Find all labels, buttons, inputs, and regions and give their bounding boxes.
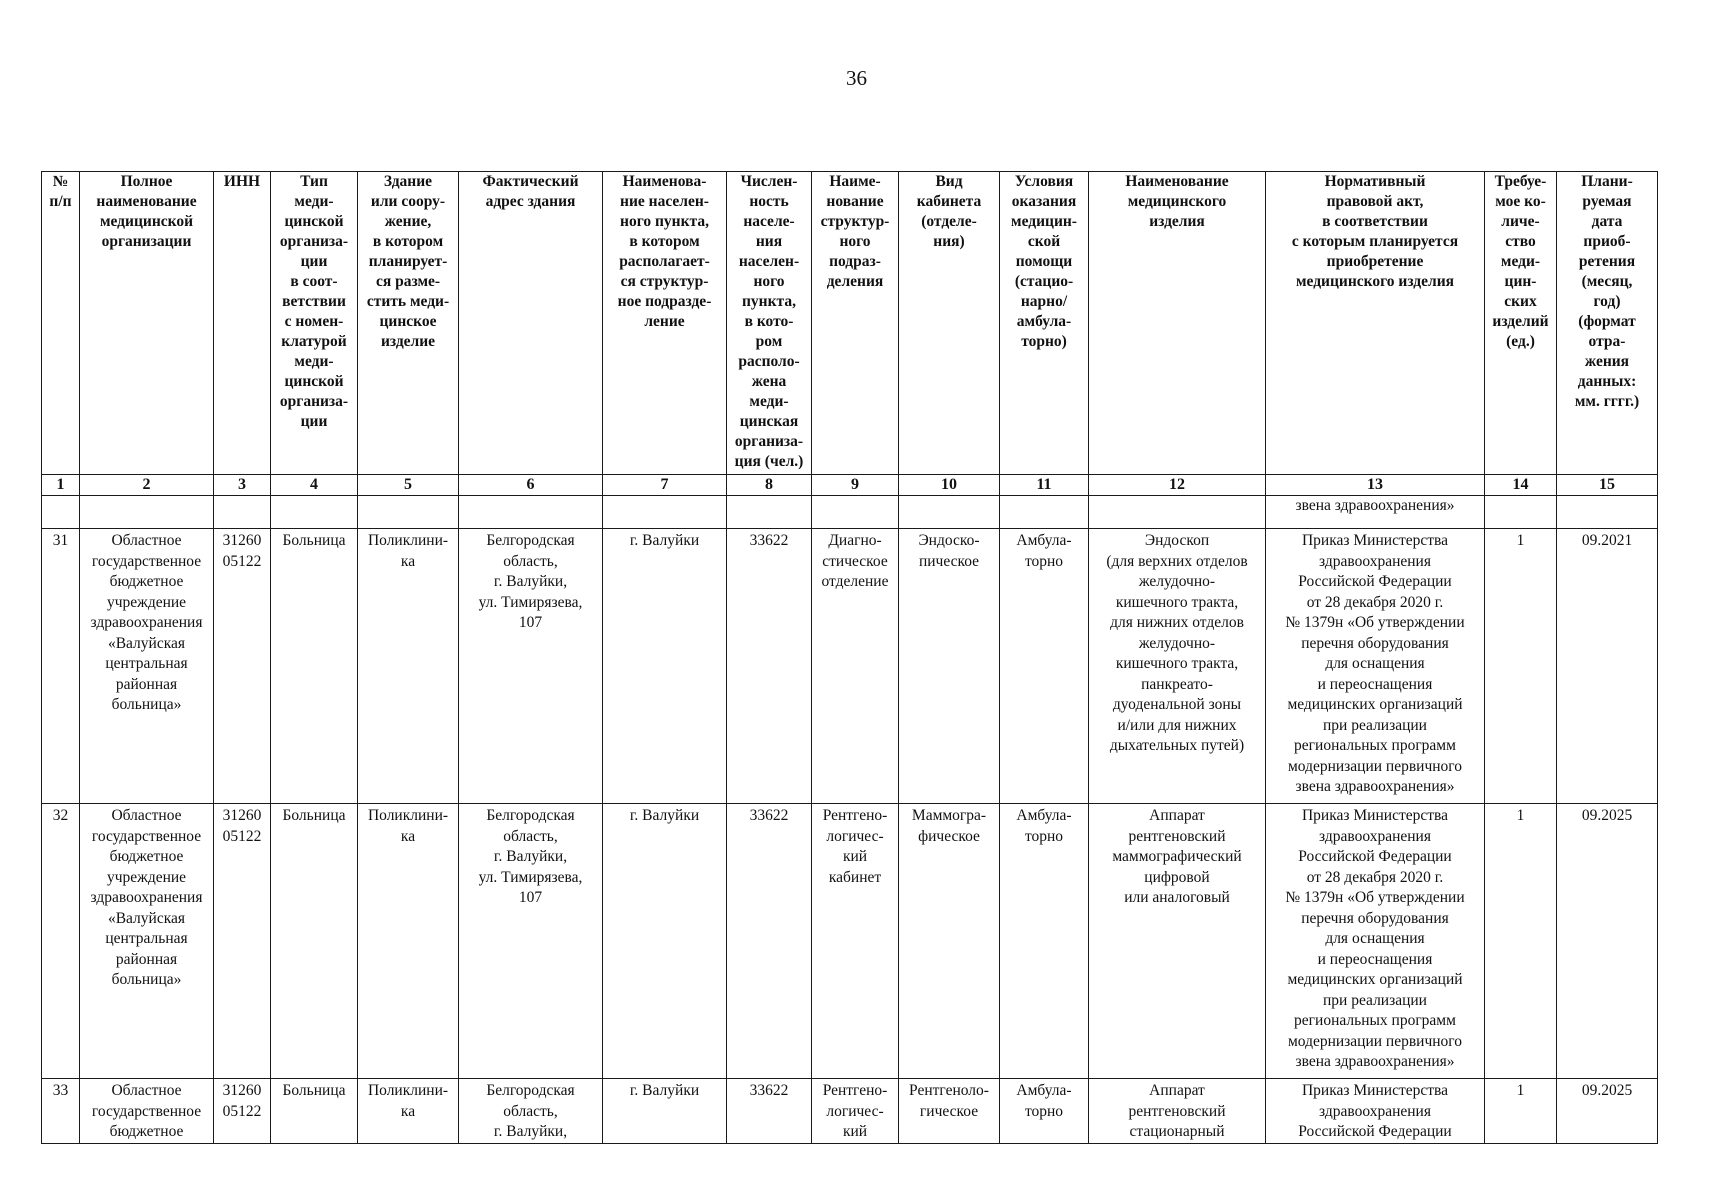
header-cell: ИНН <box>214 172 271 475</box>
quantity: 1 <box>1485 804 1557 1079</box>
medical-device: Эндоскоп (для верхних отделов желудочно- кишечного тракта, для нижних отделов желудочно- кишечного тракта, панкреато- дуоденальной зоны и/или для нижних дыхательных путей) <box>1089 529 1266 804</box>
planned-date: 09.2021 <box>1557 529 1658 804</box>
table-cell <box>899 496 1000 529</box>
org-name: Областное государственное бюджетное учреждение здравоохранения «Валуйская центральная районная больница» <box>80 804 214 1079</box>
legal-act: Приказ Министерства здравоохранения Российской Федерации от 28 декабря 2020 г. № 1379н «Об утверждении перечня оборудования для оснащения и переоснащения медицинских организаций при реализации региональных программ модернизации первичного звена здравоохранения» <box>1266 529 1485 804</box>
table-cell <box>1557 496 1658 529</box>
address: Белгородская область, г. Валуйки, ул. Тимирязева, 107 <box>459 529 603 804</box>
column-number: 11 <box>1000 475 1089 496</box>
header-cell: № п/п <box>42 172 80 475</box>
inn: 31260 05122 <box>214 529 271 804</box>
table-cell <box>271 496 358 529</box>
cabinet-type: Маммогра- фическое <box>899 804 1000 1079</box>
structural-unit: Рентгено- логичес- кий кабинет <box>812 804 899 1079</box>
cabinet-type: Эндоско- пическое <box>899 529 1000 804</box>
table-cell <box>459 496 603 529</box>
structural-unit: Диагно- стическое отделение <box>812 529 899 804</box>
header-cell: Плани- руемая дата приоб- ретения (месяц, год) (формат отра- жения данных: мм. гггг.) <box>1557 172 1658 475</box>
row-number: 32 <box>42 804 80 1079</box>
care-conditions: Амбула- торно <box>1000 804 1089 1079</box>
org-name: Областное государственное бюджетное <box>80 1079 214 1144</box>
column-number: 12 <box>1089 475 1266 496</box>
header-cell: Тип меди- цинской организа- ции в соот- ветствии с номен- клатурой меди- цинской организа- ции <box>271 172 358 475</box>
table-row <box>42 529 1658 804</box>
column-number: 7 <box>603 475 727 496</box>
column-number: 1 <box>42 475 80 496</box>
column-number: 6 <box>459 475 603 496</box>
continuation-row <box>42 496 1658 529</box>
quantity: 1 <box>1485 1079 1557 1144</box>
column-number: 2 <box>80 475 214 496</box>
table-cell <box>727 496 812 529</box>
planned-date: 09.2025 <box>1557 804 1658 1079</box>
quantity: 1 <box>1485 529 1557 804</box>
legal-act: Приказ Министерства здравоохранения Российской Федерации от 28 декабря 2020 г. № 1379н «Об утверждении перечня оборудования для оснащения и переоснащения медицинских организаций при реализации региональных программ модернизации первичного звена здравоохранения» <box>1266 804 1485 1079</box>
table-cell <box>80 496 214 529</box>
inn: 31260 05122 <box>214 1079 271 1144</box>
equipment-table <box>41 171 1658 1144</box>
population: 33622 <box>727 1079 812 1144</box>
column-number: 3 <box>214 475 271 496</box>
medical-device: Аппарат рентгеновский стационарный <box>1089 1079 1266 1144</box>
header-cell: Нормативный правовой акт, в соответствии с которым планируется приобретение медицинского изделия <box>1266 172 1485 475</box>
table-cell <box>1485 496 1557 529</box>
population: 33622 <box>727 804 812 1079</box>
org-type: Больница <box>271 804 358 1079</box>
settlement: г. Валуйки <box>603 1079 727 1144</box>
header-row <box>42 172 1658 475</box>
header-cell: Наименование медицинского изделия <box>1089 172 1266 475</box>
table-cell <box>214 496 271 529</box>
header-cell: Наименова- ние населен- ного пункта, в котором располагает- ся структур- ное подразде- ление <box>603 172 727 475</box>
org-type: Больница <box>271 1079 358 1144</box>
column-number-row <box>42 475 1658 496</box>
org-type: Больница <box>271 529 358 804</box>
table-cell <box>1000 496 1089 529</box>
org-name: Областное государственное бюджетное учреждение здравоохранения «Валуйская центральная районная больница» <box>80 529 214 804</box>
header-cell: Наиме- нование структур- ного подраз- деления <box>812 172 899 475</box>
medical-device: Аппарат рентгеновский маммографический цифровой или аналоговый <box>1089 804 1266 1079</box>
column-number: 13 <box>1266 475 1485 496</box>
table-row <box>42 1079 1658 1144</box>
header-cell: Полное наименование медицинской организации <box>80 172 214 475</box>
row-number: 33 <box>42 1079 80 1144</box>
building: Поликлини- ка <box>358 804 459 1079</box>
column-number: 8 <box>727 475 812 496</box>
cabinet-type: Рентгеноло- гическое <box>899 1079 1000 1144</box>
table-cell <box>42 496 80 529</box>
address: Белгородская область, г. Валуйки, <box>459 1079 603 1144</box>
column-number: 15 <box>1557 475 1658 496</box>
settlement: г. Валуйки <box>603 804 727 1079</box>
address: Белгородская область, г. Валуйки, ул. Тимирязева, 107 <box>459 804 603 1079</box>
header-cell: Условия оказания медицин- ской помощи (стацио- нарно/ амбула- торно) <box>1000 172 1089 475</box>
table-cell <box>603 496 727 529</box>
column-number: 10 <box>899 475 1000 496</box>
inn: 31260 05122 <box>214 804 271 1079</box>
legal-act: Приказ Министерства здравоохранения Российской Федерации <box>1266 1079 1485 1144</box>
continuation-text: звена здравоохранения» <box>1266 496 1485 529</box>
header-cell: Числен- ность населе- ния населен- ного пункта, в кото- ром располо- жена меди- цинская организа- ция (чел.) <box>727 172 812 475</box>
population: 33622 <box>727 529 812 804</box>
care-conditions: Амбула- торно <box>1000 1079 1089 1144</box>
header-cell: Вид кабинета (отделе- ния) <box>899 172 1000 475</box>
table-cell <box>1089 496 1266 529</box>
table-cell <box>812 496 899 529</box>
table-row <box>42 804 1658 1079</box>
settlement: г. Валуйки <box>603 529 727 804</box>
column-number: 14 <box>1485 475 1557 496</box>
column-number: 5 <box>358 475 459 496</box>
column-number: 4 <box>271 475 358 496</box>
header-cell: Требуе- мое ко- личе- ство меди- цин- ских изделий (ед.) <box>1485 172 1557 475</box>
page-number: 36 <box>846 66 867 90</box>
row-number: 31 <box>42 529 80 804</box>
structural-unit: Рентгено- логичес- кий <box>812 1079 899 1144</box>
header-cell: Здание или соору- жение, в котором планирует- ся разме- стить меди- цинское изделие <box>358 172 459 475</box>
table-cell <box>358 496 459 529</box>
building: Поликлини- ка <box>358 529 459 804</box>
header-cell: Фактический адрес здания <box>459 172 603 475</box>
planned-date: 09.2025 <box>1557 1079 1658 1144</box>
column-number: 9 <box>812 475 899 496</box>
care-conditions: Амбула- торно <box>1000 529 1089 804</box>
building: Поликлини- ка <box>358 1079 459 1144</box>
